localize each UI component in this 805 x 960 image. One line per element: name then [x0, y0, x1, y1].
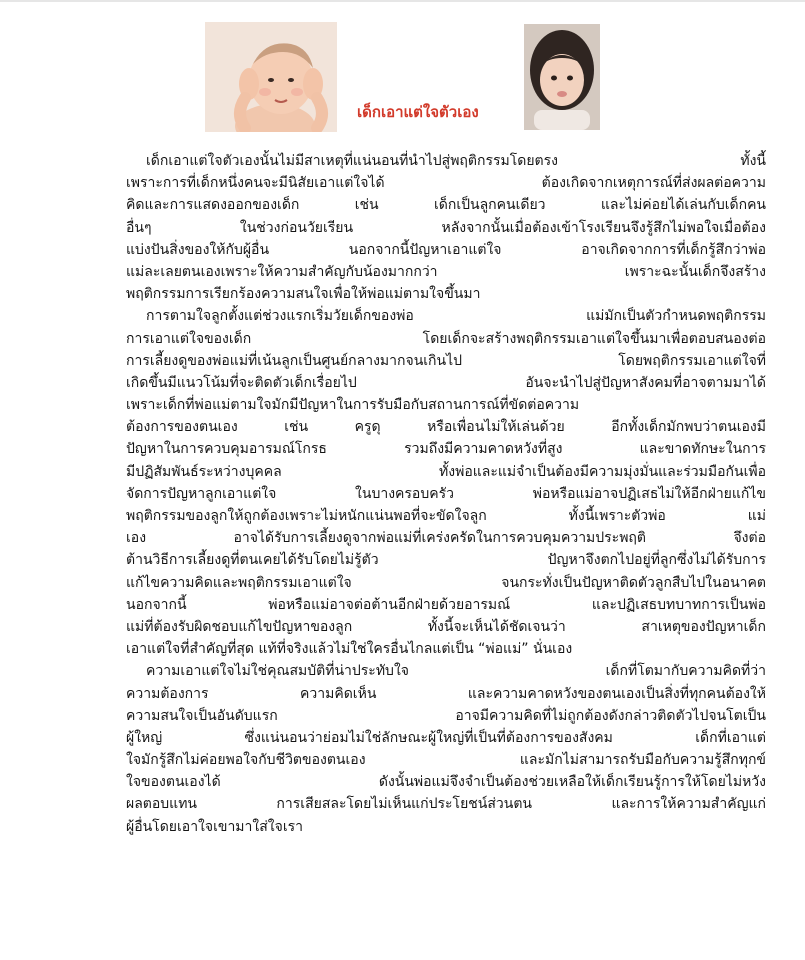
text-line: ต้องการของตนเอง เช่น ครูดุ หรือเพื่อนไม่ให้เล่นด้วย อีกทั้งเด็กมักพบว่าตนเองมี	[126, 419, 766, 436]
baby-photo	[205, 22, 337, 132]
text-line: จัดการปัญหาลูกเอาแต่ใจ ในบางครอบครัว พ่อหรือแม่อาจปฏิเสธไม่ให้อีกฝ่ายแก้ไข	[126, 485, 766, 502]
sulking-girl-image	[524, 24, 600, 130]
text-line: แก้ไขความคิดและพฤติกรรมเอาแต่ใจ จนกระทั่งเป็นปัญหาติดตัวลูกสืบไปในอนาคต	[126, 574, 766, 591]
top-divider	[0, 0, 805, 2]
text-line: ผลตอบแทน การเสียสละโดยไม่เห็นแก่ประโยชน์ส่วนตน และการให้ความสำคัญแก่	[126, 796, 766, 813]
text-line: แม่ที่ต้องรับผิดชอบแก้ไขปัญหาของลูก ทั้งนี้จะเห็นได้ชัดเจนว่า สาเหตุของปัญหาเด็ก	[126, 618, 766, 635]
text-line: เกิดขึ้นมีแนวโน้มที่จะติดตัวเด็กเรื่อยไป อันจะนำไปสู่ปัญหาสังคมที่อาจตามมาได้	[126, 374, 766, 391]
text-line: การเลี้ยงดูของพ่อแม่ที่เน้นลูกเป็นศูนย์กลางมากจนเกินไป โดยพฤติกรรมเอาแต่ใจที่	[126, 352, 766, 369]
article-body	[126, 150, 766, 838]
text-line: ผู้ใหญ่ ซึ่งแน่นอนว่าย่อมไม่ใช่ลักษณะผู้ใหญ่ที่เป็นที่ต้องการของสังคม เด็กที่เอาแต่	[126, 729, 766, 746]
header-caption: เด็กเอาแต่ใจตัวเอง	[357, 103, 479, 121]
text-line: ปัญหาในการควบคุมอารมณ์โกรธ รวมถึงมีความคาดหวังที่สูง และขาดทักษะในการ	[126, 441, 766, 458]
paragraph-3	[126, 660, 766, 838]
paragraph-1	[126, 150, 766, 305]
text-line: ใจมักรู้สึกไม่ค่อยพอใจกับชีวิตของตนเอง และมักไม่สามารถรับมือกับความรู้สึกทุกข์	[126, 752, 766, 769]
text-line: ใจของตนเองได้ ดังนั้นพ่อแม่จึงจำเป็นต้องช่วยเหลือให้เด็กเรียนรู้การให้โดยไม่หวัง	[126, 774, 766, 791]
girl-photo	[524, 24, 600, 130]
text-line: ผู้อื่นโดยเอาใจเขามาใส่ใจเรา	[126, 818, 303, 835]
text-line: เด็กเอาแต่ใจตัวเองนั้นไม่มีสาเหตุที่แน่นอนที่นำไปสู่พฤติกรรมโดยตรง ทั้งนี้	[146, 153, 766, 169]
text-line: เอง อาจได้รับการเลี้ยงดูจากพ่อแม่ที่เคร่งครัดในการควบคุมความประพฤติ จึงต่อ	[126, 530, 766, 547]
text-line: เอาแต่ใจที่สำคัญที่สุด แท้ที่จริงแล้วไม่ใช่ใครอื่นไกลแต่เป็น “พ่อแม่” นั่นเอง	[126, 641, 573, 658]
text-line: นอกจากนี้ พ่อหรือแม่อาจต่อต้านอีกฝ่ายด้วยอารมณ์ และปฏิเสธบทบาทการเป็นพ่อ	[126, 596, 766, 613]
text-line: เพราะเด็กที่พ่อแม่ตามใจมักมีปัญหาในการรับมือกับสถานการณ์ที่ขัดต่อความ	[126, 397, 580, 414]
baby-covering-ears-image	[205, 22, 337, 132]
text-line: มีปฏิสัมพันธ์ระหว่างบุคคล ทั้งพ่อและแม่จำเป็นต้องมีความมุ่งมั่นและร่วมมือกันเพื่อ	[126, 463, 766, 480]
text-line: การเอาแต่ใจของเด็ก โดยเด็กจะสร้างพฤติกรรมเอาแต่ใจขึ้นมาเพื่อตอบสนองต่อ	[126, 330, 766, 347]
text-line: ความสนใจเป็นอันดับแรก อาจมีความคิดที่ไม่ถูกต้องดังกล่าวติดตัวไปจนโตเป็น	[126, 707, 766, 724]
text-line: แบ่งปันสิ่งของให้กับผู้อื่น นอกจากนี้ปัญหาเอาแต่ใจ อาจเกิดจากการที่เด็กรู้สึกว่าพ่อ	[126, 241, 766, 258]
text-line: อื่นๆ ในช่วงก่อนวัยเรียน หลังจากนั้นเมื่อต้องเข้าโรงเรียนจึงรู้สึกไม่พอใจเมื่อต้อง	[126, 219, 766, 236]
text-line: แม่ละเลยตนเองเพราะให้ความสำคัญกับน้องมากกว่า เพราะฉะนั้นเด็กจึงสร้าง	[126, 263, 766, 280]
text-line: การตามใจลูกตั้งแต่ช่วงแรกเริ่มวัยเด็กของพ่อ แม่มักเป็นตัวกำหนดพฤติกรรม	[146, 308, 766, 325]
text-line: ความเอาแต่ใจไม่ใช่คุณสมบัติที่น่าประทับใจ เด็กที่โตมากับความคิดที่ว่า	[146, 663, 766, 680]
text-line: พฤติกรรมการเรียกร้องความสนใจเพื่อให้พ่อแม่ตามใจขึ้นมา	[126, 286, 481, 303]
text-line: พฤติกรรมของลูกให้ถูกต้องเพราะไม่หนักแน่นพอที่จะขัดใจลูก ทั้งนี้เพราะตัวพ่อ แม่	[126, 508, 766, 524]
text-line: เพราะการที่เด็กหนึ่งคนจะมีนิสัยเอาแต่ใจได้ ต้องเกิดจากเหตุการณ์ที่ส่งผลต่อความ	[126, 175, 766, 192]
text-line: คิดและการแสดงออกของเด็ก เช่น เด็กเป็นลูกคนเดียว และไม่ค่อยได้เล่นกับเด็กคน	[126, 197, 766, 214]
paragraph-2	[126, 305, 766, 660]
text-line: ต้านวิธีการเลี้ยงดูที่ตนเคยได้รับโดยไม่รู้ตัว ปัญหาจึงตกไปอยู่ที่ลูกซึ่งไม่ได้รับการ	[126, 552, 766, 569]
text-line: ความต้องการ ความคิดเห็น และความคาดหวังของตนเองเป็นสิ่งที่ทุกคนต้องให้	[126, 685, 766, 702]
